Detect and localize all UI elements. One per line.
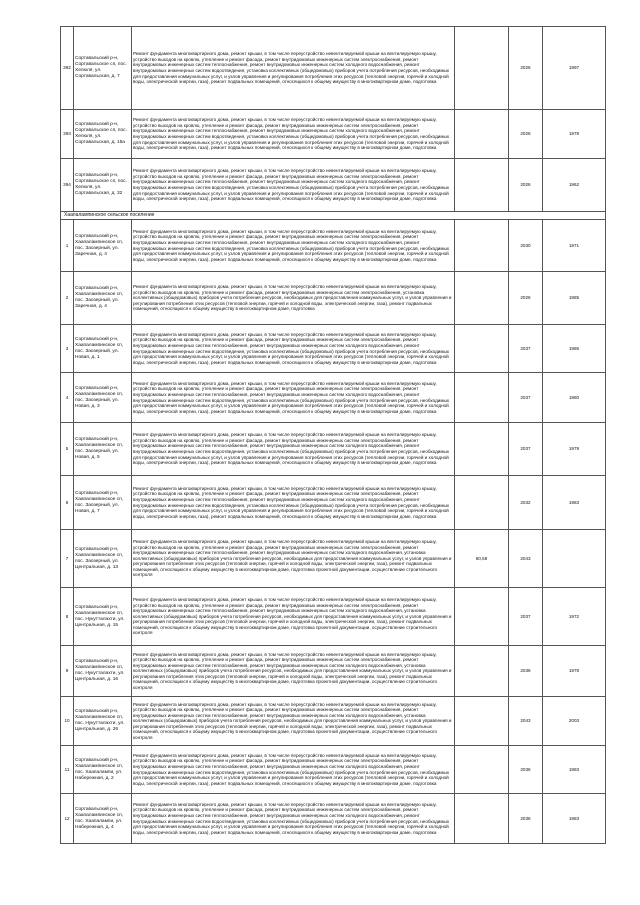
repair-works-description: Ремонт фундамента многоквартирного дома, ремонт крыши, в том числе переустройство невентилируемой крыши на вентилируемую крышу, устройство выходов на кровлю, утепление и ремонт фасада, ремонт внутридомовых инженерных систем электроснабжения, ремонт внутридомовых инженерных систем теплоснабжения, ремонт внутридомовых инженерных систем холодного водоснабжения, ремонт внутридомовых инженерных систем водоотведения, установка коллективных (общедомовых) приборов учета потребления ресурсов, необходимых для предоставления коммунальных услуг, и узлов управления и регулирования потребления этих ресурсов (тепловой энергии, горячей и холодной воды, электрической энергии, газа), ремонт подвальных помещений, относящихся к общему имуществу в многоквартирном доме, подготовка (132, 476, 455, 530)
planned-year: 2026 (509, 27, 543, 110)
repair-works-description: Ремонт фундамента многоквартирного дома, ремонт крыши, в том числе переустройство невентилируемой крыши на вентилируемую крышу, устройство выходов на кровлю, утепление и ремонт фасада, ремонт внутридомовых инженерных систем электроснабжения, ремонт внутридомовых инженерных систем теплоснабжения, ремонт внутридомовых инженерных систем холодного водоснабжения, установка коллективных (общедомовых) приборов учета потребления ресурсов, необходимых для предоставления коммунальных услуг, и узлов управления и регулирования потребления этих ресурсов (тепловой энергии, горячей и холодной воды, электрической энергии, газа), ремонт подвальных помещений, относящихся к общему имуществу в многоквартирном доме, подготовка проектной документации, осуществление строительного контроля (132, 697, 455, 746)
repair-works-description: Ремонт фундамента многоквартирного дома, ремонт крыши, в том числе переустройство невентилируемой крыши на вентилируемую крышу, устройство выходов на кровлю, утепление и ремонт фасада, ремонт внутридомовых инженерных систем электроснабжения, ремонт внутридомовых инженерных систем теплоснабжения, ремонт внутридомовых инженерных систем холодного водоснабжения, ремонт внутридомовых инженерных систем водоотведения, установка коллективных (общедомовых) приборов учета потребления ресурсов, необходимых для предоставления коммунальных услуг, и узлов управления и регулирования потребления этих ресурсов (тепловой энергии, горячей и холодной воды, электрической энергии, газа), ремонт подвальных помещений, относящихся к общему имуществу в многоквартирном доме, подготовка (132, 325, 455, 373)
repair-works-description: Ремонт фундамента многоквартирного дома, ремонт крыши, в том числе переустройство невентилируемой крыши на вентилируемую крышу, устройство выходов на кровлю, утепление и ремонт фасада, ремонт внутридомовых инженерных систем электроснабжения, ремонт внутридомовых инженерных систем теплоснабжения, ремонт внутридомовых инженерных систем холодного водоснабжения, ремонт внутридомовых инженерных систем водоотведения, установка коллективных (общедомовых) приборов учета потребления ресурсов, необходимых для предоставления коммунальных услуг, и узлов управления и регулирования потребления этих ресурсов (тепловой энергии, горячей и холодной воды, электрической энергии, газа), ремонт подвальных помещений, относящихся к общему имуществу в многоквартирном доме, подготовка (132, 794, 455, 844)
repair-cost (455, 697, 509, 746)
repair-works-description: Ремонт фундамента многоквартирного дома, ремонт крыши, в том числе переустройство невентилируемой крыши на вентилируемую крышу, устройство выходов на кровлю, утепление и ремонт фасада, ремонт внутридомовых инженерных систем электроснабжения, ремонт внутридомовых инженерных систем теплоснабжения, ремонт внутридомовых инженерных систем холодного водоснабжения, ремонт внутридомовых инженерных систем водоотведения, установка коллективных (общедомовых) приборов учета потребления ресурсов, необходимых для предоставления коммунальных услуг, и узлов управления и регулирования потребления этих ресурсов (тепловой энергии, горячей и холодной воды, электрической энергии, газа), ремонт подвальных помещений, относящихся к общему имуществу в многоквартирном доме, подготовка (132, 27, 455, 110)
building-address: Сортавальский р-н, Сортавальское сп, пос. Хелюля, ул. Сортавальская, д. 15а (74, 110, 132, 159)
planned-year: 2026 (509, 159, 543, 212)
table-row (61, 325, 606, 373)
row-number: 3 (61, 325, 74, 373)
section-row (61, 212, 606, 220)
planned-year: 2036 (509, 746, 543, 794)
table-row (61, 272, 606, 325)
planned-year: 2037 (509, 423, 543, 476)
building-address: Сортавальский р-н, Хаапалампинское сп, пос. Заозерный, ул. Центральная, д. 13 (74, 530, 132, 588)
planned-year: 2043 (509, 530, 543, 588)
year-built: 1978 (543, 646, 606, 697)
table-row (61, 588, 606, 646)
repair-cost (455, 272, 509, 325)
repair-cost (455, 646, 509, 697)
year-built: 1986 (543, 325, 606, 373)
table-row (61, 530, 606, 588)
table-row (61, 27, 606, 110)
table-row (61, 373, 606, 423)
year-built: 1997 (543, 27, 606, 110)
repair-cost (455, 27, 509, 110)
building-address: Сортавальский р-н, Хаапалампинское сп, пос. Заозерный, ул. Новая, д. 1 (74, 325, 132, 373)
planned-year: 2026 (509, 110, 543, 159)
planned-year: 2026 (509, 272, 543, 325)
planned-year: 2043 (509, 697, 543, 746)
row-number: 393 (61, 110, 74, 159)
year-built: 2003 (543, 697, 606, 746)
planned-year: 2032 (509, 476, 543, 530)
row-number: 12 (61, 794, 74, 844)
building-address: Сортавальский р-н, Хаапалампинское сп, пос. Нукутталахти, ул. Центральная, д. 15 (74, 588, 132, 646)
year-built: 1972 (543, 588, 606, 646)
repair-cost (455, 746, 509, 794)
table-row (61, 423, 606, 476)
year-built: 1983 (543, 476, 606, 530)
planned-year: 2030 (509, 220, 543, 272)
repair-works-description: Ремонт фундамента многоквартирного дома, ремонт крыши, в том числе переустройство невентилируемой крыши на вентилируемую крышу, устройство выходов на кровлю, утепление и ремонт фасада, ремонт внутридомовых инженерных систем электроснабжения, ремонт внутридомовых инженерных систем теплоснабжения, ремонт внутридомовых инженерных систем холодного водоснабжения, установка коллективных (общедомовых) приборов учета потребления ресурсов, необходимых для предоставления коммунальных услуг, и узлов управления и регулирования потребления этих ресурсов (тепловой энергии, горячей и холодной воды, электрической энергии, газа), ремонт подвальных помещений, относящихся к общему имуществу в многоквартирном доме, подготовка проектной документации, осуществление строительного контроля (132, 646, 455, 697)
repair-works-description: Ремонт фундамента многоквартирного дома, ремонт крыши, в том числе переустройство невентилируемой крыши на вентилируемую крышу, устройство выходов на кровлю, утепление и ремонт фасада, ремонт внутридомовых инженерных систем электроснабжения, ремонт внутридомовых инженерных систем теплоснабжения, ремонт внутридомовых инженерных систем холодного водоснабжения, установка коллективных (общедомовых) приборов учета потребления ресурсов, необходимых для предоставления коммунальных услуг, и узлов управления и регулирования потребления этих ресурсов (тепловой энергии, горячей и холодной воды, электрической энергии, газа), ремонт подвальных помещений, относящихся к общему имуществу в многоквартирном доме, подготовка проектной документации, осуществление строительного контроля (132, 530, 455, 588)
table-row (61, 110, 606, 159)
planned-year: 2037 (509, 588, 543, 646)
repair-works-description: Ремонт фундамента многоквартирного дома, ремонт крыши, в том числе переустройство невентилируемой крыши на вентилируемую крышу, устройство выходов на кровлю, утепление и ремонт фасада, ремонт внутридомовых инженерных систем электроснабжения, ремонт внутридомовых инженерных систем теплоснабжения, ремонт внутридомовых инженерных систем холодного водоснабжения, ремонт внутридомовых инженерных систем водоотведения, установка коллективных (общедомовых) приборов учета потребления ресурсов, необходимых для предоставления коммунальных услуг, и узлов управления и регулирования потребления этих ресурсов (тепловой энергии, горячей и холодной воды, электрической энергии, газа), ремонт подвальных помещений, относящихся к общему имуществу в многоквартирном доме, подготовка (132, 373, 455, 423)
table-body (61, 27, 606, 844)
repair-cost (455, 220, 509, 272)
repair-program-table (60, 26, 606, 844)
planned-year: 2036 (509, 646, 543, 697)
repair-works-description: Ремонт фундамента многоквартирного дома, ремонт крыши, в том числе переустройство невентилируемой крыши на вентилируемую крышу, устройство выходов на кровлю, утепление и ремонт фасада, ремонт внутридомовых инженерных систем электроснабжения, ремонт внутридомовых инженерных систем теплоснабжения, ремонт внутридомовых инженерных систем холодного водоснабжения, ремонт внутридомовых инженерных систем водоотведения, установка коллективных (общедомовых) приборов учета потребления ресурсов, необходимых для предоставления коммунальных услуг, и узлов управления и регулирования потребления этих ресурсов (тепловой энергии, горячей и холодной воды, электрической энергии, газа), ремонт подвальных помещений, относящихся к общему имуществу в многоквартирном доме, подготовка (132, 423, 455, 476)
repair-cost: 60,58 (455, 530, 509, 588)
building-address: Сортавальский р-н, Хаапалампинское сп, пос. Заозерный, ул. Новая, д. 3 (74, 373, 132, 423)
row-number: 2 (61, 272, 74, 325)
repair-works-description: Ремонт фундамента многоквартирного дома, ремонт крыши, в том числе переустройство невентилируемой крыши на вентилируемую крышу, устройство выходов на кровлю, утепление и ремонт фасада, ремонт внутридомовых инженерных систем электроснабжения, ремонт внутридомовых инженерных систем теплоснабжения, ремонт внутридомовых инженерных систем холодного водоснабжения, ремонт внутридомовых инженерных систем водоотведения, установка коллективных (общедомовых) приборов учета потребления ресурсов, необходимых для предоставления коммунальных услуг, и узлов управления и регулирования потребления этих ресурсов (тепловой энергии, горячей и холодной воды, электрической энергии, газа), ремонт подвальных помещений, относящихся к общему имуществу в многоквартирном доме, подготовка (132, 110, 455, 159)
planned-year: 2037 (509, 373, 543, 423)
year-built: 1980 (543, 373, 606, 423)
year-built (543, 530, 606, 588)
year-built: 1971 (543, 220, 606, 272)
year-built: 1979 (543, 423, 606, 476)
document-page (60, 26, 605, 844)
building-address: Сортавальский р-н, Хаапалампинское сп, пос. Заозерный, ул. Новая, д. 7 (74, 476, 132, 530)
section-title: Хаапалампинское сельское поселение (61, 212, 606, 220)
row-number: 394 (61, 159, 74, 212)
row-number: 5 (61, 423, 74, 476)
building-address: Сортавальский р-н, Хаапалампинское сп, пос. Нукутталахти, ул. Центральная, д. 26 (74, 697, 132, 746)
repair-cost (455, 325, 509, 373)
table-row (61, 159, 606, 212)
repair-works-description: Ремонт фундамента многоквартирного дома, ремонт крыши, в том числе переустройство невентилируемой крыши на вентилируемую крышу, устройство выходов на кровлю, утепление и ремонт фасада, ремонт внутридомовых инженерных систем электроснабжения, ремонт внутридомовых инженерных систем теплоснабжения, ремонт внутридомовых инженерных систем холодного водоснабжения, ремонт внутридомовых инженерных систем водоотведения, установка коллективных (общедомовых) приборов учета потребления ресурсов, необходимых для предоставления коммунальных услуг, и узлов управления и регулирования потребления этих ресурсов (тепловой энергии, горячей и холодной воды, электрической энергии, газа), ремонт подвальных помещений, относящихся к общему имуществу в многоквартирном доме, подготовка (132, 746, 455, 794)
year-built: 1983 (543, 746, 606, 794)
row-number: 8 (61, 588, 74, 646)
building-address: Сортавальский р-н, Хаапалампинское сп, пос. Заозерный, ул. Заречная, д. 4 (74, 272, 132, 325)
table-row (61, 646, 606, 697)
repair-works-description: Ремонт фундамента многоквартирного дома, ремонт крыши, в том числе переустройство невентилируемой крыши на вентилируемую крышу, устройство выходов на кровлю, утепление и ремонт фасада, ремонт внутридомовых инженерных систем электроснабжения, ремонт внутридомовых инженерных систем теплоснабжения, ремонт внутридомовых инженерных систем холодного водоснабжения, установка коллективных (общедомовых) приборов учета потребления ресурсов, необходимых для предоставления коммунальных услуг, и узлов управления и регулирования потребления этих ресурсов (тепловой энергии, горячей и холодной воды, электрической энергии, газа), ремонт подвальных помещений, относящихся к общему имуществу в многоквартирном доме, подготовка проектной документации, осуществление строительного контроля (132, 588, 455, 646)
row-number: 7 (61, 530, 74, 588)
table-row (61, 746, 606, 794)
repair-cost (455, 159, 509, 212)
year-built: 1962 (543, 159, 606, 212)
repair-works-description: Ремонт фундамента многоквартирного дома, ремонт крыши, в том числе переустройство невентилируемой крыши на вентилируемую крышу, устройство выходов на кровлю, утепление и ремонт фасада, ремонт внутридомовых инженерных систем электроснабжения, ремонт внутридомовых инженерных систем теплоснабжения, ремонт внутридомовых инженерных систем холодного водоснабжения, ремонт внутридомовых инженерных систем водоотведения, установка коллективных (общедомовых) приборов учета потребления ресурсов, необходимых для предоставления коммунальных услуг, и узлов управления и регулирования потребления этих ресурсов (тепловой энергии, горячей и холодной воды, электрической энергии, газа), ремонт подвальных помещений, относящихся к общему имуществу в многоквартирном доме, подготовка (132, 159, 455, 212)
year-built: 1978 (543, 110, 606, 159)
repair-cost (455, 110, 509, 159)
repair-cost (455, 373, 509, 423)
building-address: Сортавальский р-н, Сортавальское сп, пос. Хелюля, ул. Сортавальская, д. 32 (74, 159, 132, 212)
table-row (61, 697, 606, 746)
repair-works-description: Ремонт фундамента многоквартирного дома, ремонт крыши, в том числе переустройство невентилируемой крыши на вентилируемую крышу, устройство выходов на кровлю, утепление и ремонт фасада, ремонт внутридомовых инженерных систем электроснабжения, ремонт внутридомовых инженерных систем теплоснабжения, ремонт внутридомовых инженерных систем холодного водоснабжения, ремонт внутридомовых инженерных систем водоотведения, установка коллективных (общедомовых) приборов учета потребления ресурсов, необходимых для предоставления коммунальных услуг, и узлов управления и регулирования потребления этих ресурсов (тепловой энергии, горячей и холодной воды, электрической энергии, газа), ремонт подвальных помещений, относящихся к общему имуществу в многоквартирном доме, подготовка (132, 220, 455, 272)
year-built: 1983 (543, 794, 606, 844)
building-address: Сортавальский р-н, Хаапалампинское сп, пос. Хаапалампи, ул. Набережная, д. 2 (74, 746, 132, 794)
building-address: Сортавальский р-н, Хаапалампинское сп, пос. Заозерный, ул. Заречная, д. 4 (74, 220, 132, 272)
planned-year: 2036 (509, 794, 543, 844)
repair-cost (455, 423, 509, 476)
row-number: 10 (61, 697, 74, 746)
building-address: Сортавальский р-н, Хаапалампинское сп, пос. Хаапалампи, ул. Набережная, д. 4 (74, 794, 132, 844)
repair-cost (455, 476, 509, 530)
table-row (61, 220, 606, 272)
row-number: 6 (61, 476, 74, 530)
building-address: Сортавальский р-н, Хаапалампинское сп, пос. Нукутталахти, ул. Центральная, д. 16 (74, 646, 132, 697)
building-address: Сортавальский р-н, Хаапалампинское сп, пос. Заозерный, ул. Новая, д. 5 (74, 423, 132, 476)
building-address: Сортавальский р-н, Сортавальское сп, пос. Хелюля, ул. Сортавальская, д. 7 (74, 27, 132, 110)
table-row (61, 794, 606, 844)
planned-year: 2037 (509, 325, 543, 373)
row-number: 1 (61, 220, 74, 272)
row-number: 9 (61, 646, 74, 697)
year-built: 1985 (543, 272, 606, 325)
repair-cost (455, 588, 509, 646)
table-row (61, 476, 606, 530)
row-number: 4 (61, 373, 74, 423)
row-number: 11 (61, 746, 74, 794)
row-number: 392 (61, 27, 74, 110)
repair-works-description: Ремонт фундамента многоквартирного дома, ремонт крыши, в том числе переустройство невентилируемой крыши на вентилируемую крышу, устройство выходов на кровлю, утепление и ремонт фасада, ремонт внутридомовых инженерных систем электроснабжения, установка коллективных (общедомовых) приборов учета потребления ресурсов, необходимых для предоставления коммунальных услуг, и узлов управления и регулирования потребления этих ресурсов (тепловой энергии, горячей и холодной воды, электрической энергии, газа), ремонт подвальных помещений, относящихся к общему имуществу в многоквартирном доме, подготовка (132, 272, 455, 325)
repair-cost (455, 794, 509, 844)
